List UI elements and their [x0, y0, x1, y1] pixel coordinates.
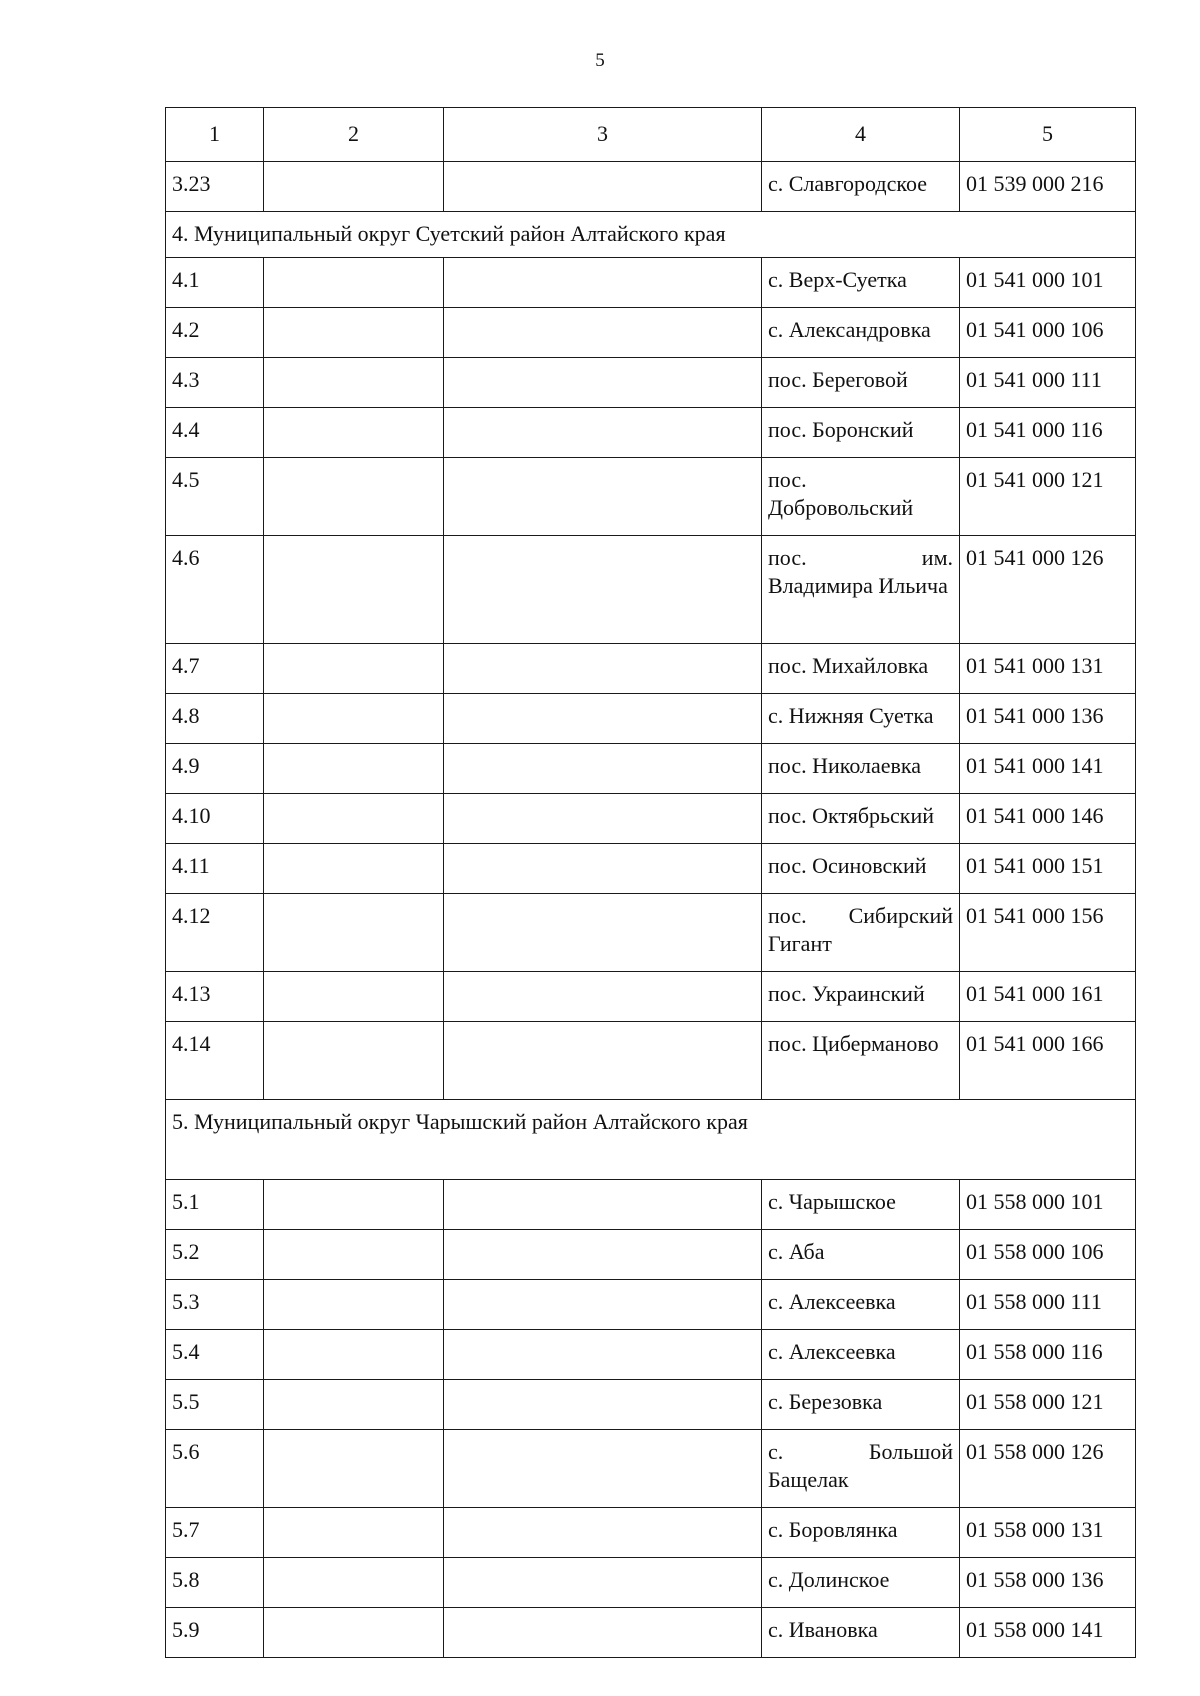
row-number-cell: 4.5: [166, 458, 264, 536]
row-number-cell: 4.12: [166, 894, 264, 972]
column-2-cell: [264, 258, 444, 308]
table-row: [166, 258, 1136, 308]
oktmo-code-cell: 01 541 000 101: [960, 258, 1136, 308]
oktmo-code-cell: 01 541 000 121: [960, 458, 1136, 536]
table-row: [166, 794, 1136, 844]
table-row: [166, 744, 1136, 794]
oktmo-code-cell: 01 541 000 126: [960, 536, 1136, 644]
column-3-cell: [444, 644, 762, 694]
settlement-name-cell: с. Большой Бащелак: [762, 1430, 960, 1508]
column-2-cell: [264, 644, 444, 694]
table-row: [166, 408, 1136, 458]
column-3-cell: [444, 894, 762, 972]
table-row: [166, 694, 1136, 744]
page-number: 5: [595, 50, 605, 71]
oktmo-code-cell: 01 558 000 131: [960, 1508, 1136, 1558]
row-number-cell: 5.6: [166, 1430, 264, 1508]
column-2-cell: [264, 1230, 444, 1280]
row-number-cell: 4.7: [166, 644, 264, 694]
column-3-cell: [444, 794, 762, 844]
column-2-cell: [264, 1380, 444, 1430]
column-2-cell: [264, 844, 444, 894]
settlement-name-cell: с. Аба: [762, 1230, 960, 1280]
column-2-cell: [264, 1280, 444, 1330]
settlement-name-cell: с. Славгородское: [762, 162, 960, 212]
table-row: [166, 1430, 1136, 1508]
table-body: [166, 108, 1136, 1658]
table-row: [166, 844, 1136, 894]
row-number-cell: 5.5: [166, 1380, 264, 1430]
settlement-name-cell: с. Чарышское: [762, 1180, 960, 1230]
oktmo-code-cell: 01 558 000 121: [960, 1380, 1136, 1430]
settlement-name-cell: пос. Октябрьский: [762, 794, 960, 844]
row-number-cell: 5.7: [166, 1508, 264, 1558]
column-3-cell: [444, 1280, 762, 1330]
column-2-cell: [264, 1508, 444, 1558]
row-number-cell: 4.11: [166, 844, 264, 894]
oktmo-code-cell: 01 558 000 141: [960, 1608, 1136, 1658]
header-cell-2: 2: [264, 108, 444, 162]
column-3-cell: [444, 458, 762, 536]
settlement-name-cell: пос. Циберманово: [762, 1022, 960, 1100]
table-row: [166, 1180, 1136, 1230]
oktmo-code-cell: 01 541 000 141: [960, 744, 1136, 794]
column-3-cell: [444, 1330, 762, 1380]
settlement-name-cell: с. Долинское: [762, 1558, 960, 1608]
column-2-cell: [264, 408, 444, 458]
table-row: [166, 972, 1136, 1022]
row-number-cell: 4.8: [166, 694, 264, 744]
row-number-cell: 5.9: [166, 1608, 264, 1658]
column-2-cell: [264, 1022, 444, 1100]
oktmo-code-cell: 01 558 000 116: [960, 1330, 1136, 1380]
column-3-cell: [444, 1380, 762, 1430]
header-cell-3: 3: [444, 108, 762, 162]
column-3-cell: [444, 162, 762, 212]
table-row: [166, 1330, 1136, 1380]
column-2-cell: [264, 536, 444, 644]
column-2-cell: [264, 1330, 444, 1380]
row-number-cell: 5.3: [166, 1280, 264, 1330]
column-3-cell: [444, 1430, 762, 1508]
column-2-cell: [264, 1608, 444, 1658]
settlement-name-cell: с. Верх-Суетка: [762, 258, 960, 308]
table-row: [166, 162, 1136, 212]
header-cell-4: 4: [762, 108, 960, 162]
settlement-name-cell: пос. Береговой: [762, 358, 960, 408]
table-row: [166, 358, 1136, 408]
row-number-cell: 3.23: [166, 162, 264, 212]
oktmo-code-cell: 01 541 000 146: [960, 794, 1136, 844]
settlement-name-cell: пос. им. Владимира Ильича: [762, 536, 960, 644]
column-2-cell: [264, 972, 444, 1022]
settlement-name-cell: с. Ивановка: [762, 1608, 960, 1658]
settlement-name-cell: пос. Добровольский: [762, 458, 960, 536]
oktmo-code-cell: 01 539 000 216: [960, 162, 1136, 212]
oktmo-code-cell: 01 541 000 116: [960, 408, 1136, 458]
table-row: [166, 1380, 1136, 1430]
column-2-cell: [264, 1180, 444, 1230]
column-3-cell: [444, 972, 762, 1022]
settlement-name-cell: пос. Осиновский: [762, 844, 960, 894]
column-3-cell: [444, 1558, 762, 1608]
column-2-cell: [264, 358, 444, 408]
table-row: [166, 308, 1136, 358]
table-row: [166, 458, 1136, 536]
settlement-name-cell: пос. Сибирский Гигант: [762, 894, 960, 972]
column-2-cell: [264, 794, 444, 844]
oktmo-code-cell: 01 541 000 151: [960, 844, 1136, 894]
settlement-name-cell: пос. Михайловка: [762, 644, 960, 694]
settlement-name-cell: с. Боровлянка: [762, 1508, 960, 1558]
settlement-name-cell: пос. Украинский: [762, 972, 960, 1022]
row-number-cell: 4.9: [166, 744, 264, 794]
row-number-cell: 4.4: [166, 408, 264, 458]
table-row: [166, 644, 1136, 694]
table-row: [166, 536, 1136, 644]
oktmo-code-cell: 01 541 000 136: [960, 694, 1136, 744]
oktmo-code-cell: 01 541 000 156: [960, 894, 1136, 972]
column-2-cell: [264, 744, 444, 794]
oktmo-code-cell: 01 558 000 126: [960, 1430, 1136, 1508]
row-number-cell: 5.4: [166, 1330, 264, 1380]
row-number-cell: 4.2: [166, 308, 264, 358]
oktmo-code-cell: 01 541 000 106: [960, 308, 1136, 358]
settlement-name-cell: с. Алексеевка: [762, 1280, 960, 1330]
table-header-row: [166, 108, 1136, 162]
column-2-cell: [264, 1558, 444, 1608]
settlement-name-cell: с. Александровка: [762, 308, 960, 358]
row-number-cell: 4.14: [166, 1022, 264, 1100]
table-row: [166, 1558, 1136, 1608]
column-2-cell: [264, 694, 444, 744]
header-cell-1: 1: [166, 108, 264, 162]
oktmo-code-cell: 01 558 000 101: [960, 1180, 1136, 1230]
table-row: [166, 1230, 1136, 1280]
column-3-cell: [444, 1608, 762, 1658]
section-title: 5. Муниципальный округ Чарышский район Алтайского края: [166, 1100, 1136, 1180]
oktmo-code-cell: 01 541 000 111: [960, 358, 1136, 408]
column-2-cell: [264, 162, 444, 212]
settlements-table: [165, 107, 1136, 1658]
section-row: [166, 212, 1136, 258]
column-2-cell: [264, 458, 444, 536]
column-3-cell: [444, 744, 762, 794]
settlement-name-cell: с. Березовка: [762, 1380, 960, 1430]
row-number-cell: 4.13: [166, 972, 264, 1022]
row-number-cell: 4.1: [166, 258, 264, 308]
oktmo-code-cell: 01 558 000 136: [960, 1558, 1136, 1608]
settlement-name-cell: пос. Боронский: [762, 408, 960, 458]
row-number-cell: 5.1: [166, 1180, 264, 1230]
table-row: [166, 1280, 1136, 1330]
table-row: [166, 1608, 1136, 1658]
settlement-name-cell: с. Нижняя Суетка: [762, 694, 960, 744]
column-3-cell: [444, 844, 762, 894]
table-row: [166, 894, 1136, 972]
column-2-cell: [264, 1430, 444, 1508]
oktmo-code-cell: 01 541 000 161: [960, 972, 1136, 1022]
oktmo-code-cell: 01 558 000 111: [960, 1280, 1136, 1330]
column-3-cell: [444, 1508, 762, 1558]
column-2-cell: [264, 894, 444, 972]
column-3-cell: [444, 358, 762, 408]
oktmo-code-cell: 01 541 000 131: [960, 644, 1136, 694]
table-row: [166, 1022, 1136, 1100]
section-row: [166, 1100, 1136, 1180]
column-3-cell: [444, 258, 762, 308]
column-3-cell: [444, 536, 762, 644]
header-cell-5: 5: [960, 108, 1136, 162]
column-3-cell: [444, 1230, 762, 1280]
column-3-cell: [444, 408, 762, 458]
row-number-cell: 5.2: [166, 1230, 264, 1280]
oktmo-code-cell: 01 541 000 166: [960, 1022, 1136, 1100]
row-number-cell: 4.3: [166, 358, 264, 408]
row-number-cell: 4.6: [166, 536, 264, 644]
section-title: 4. Муниципальный округ Суетский район Алтайского края: [166, 212, 1136, 258]
table-row: [166, 1508, 1136, 1558]
row-number-cell: 4.10: [166, 794, 264, 844]
column-3-cell: [444, 308, 762, 358]
row-number-cell: 5.8: [166, 1558, 264, 1608]
column-2-cell: [264, 308, 444, 358]
settlement-name-cell: пос. Николаевка: [762, 744, 960, 794]
settlement-name-cell: с. Алексеевка: [762, 1330, 960, 1380]
oktmo-code-cell: 01 558 000 106: [960, 1230, 1136, 1280]
column-3-cell: [444, 1022, 762, 1100]
column-3-cell: [444, 694, 762, 744]
column-3-cell: [444, 1180, 762, 1230]
